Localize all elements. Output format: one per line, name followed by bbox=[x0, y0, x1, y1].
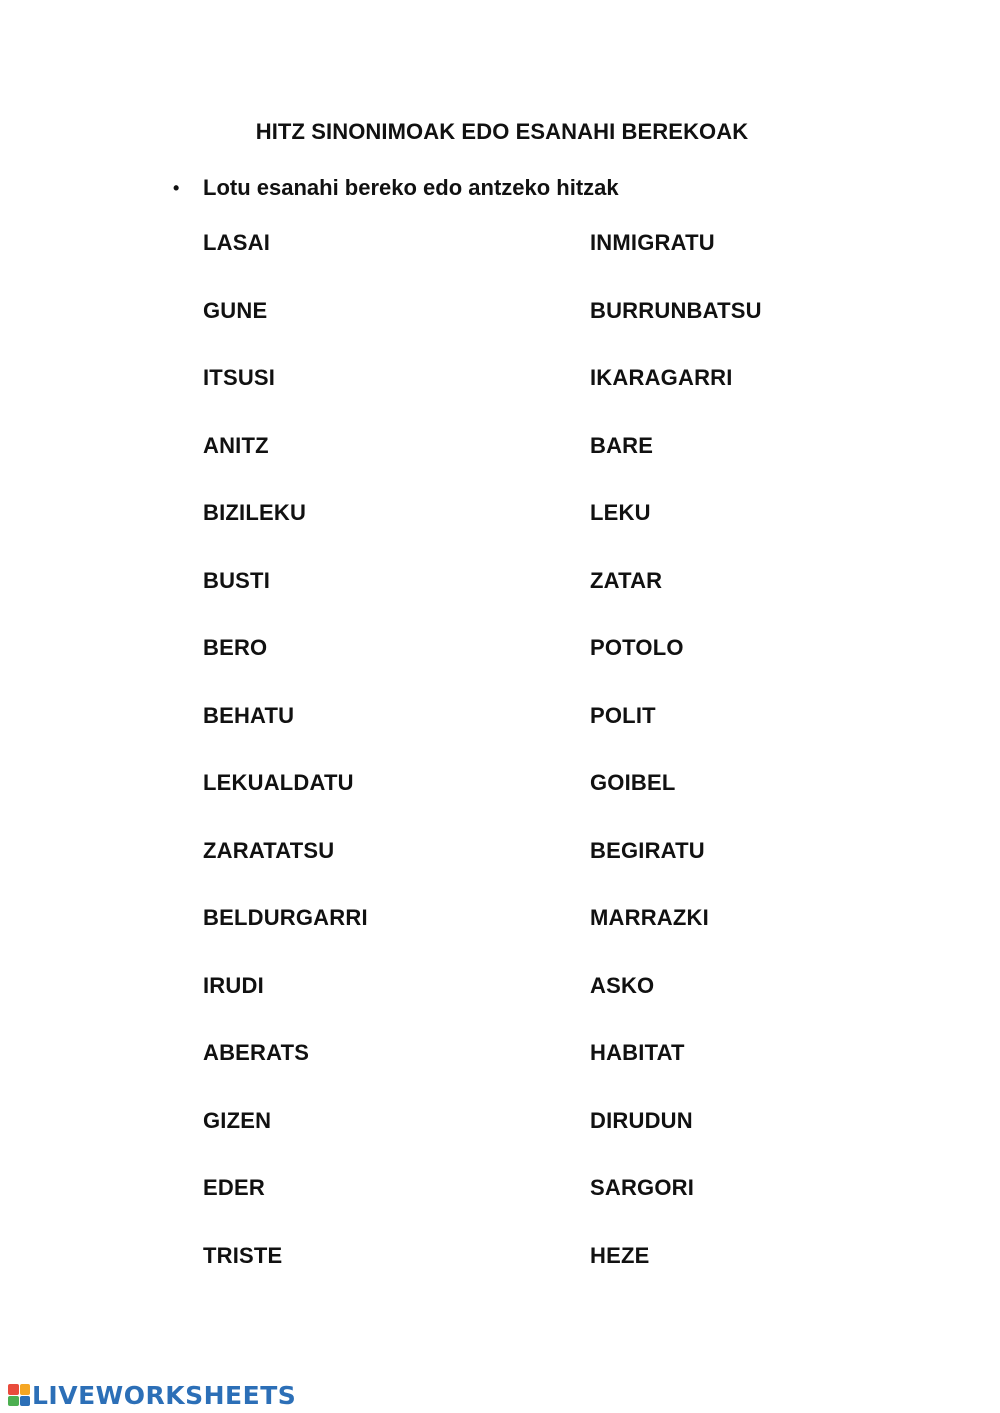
left-word: GIZEN bbox=[203, 1108, 272, 1133]
left-word: BUSTI bbox=[203, 568, 270, 593]
logo-mark-tile bbox=[8, 1384, 19, 1395]
left-word: LEKUALDATU bbox=[203, 770, 354, 795]
right-word: BEGIRATU bbox=[590, 838, 705, 863]
instruction bbox=[173, 175, 619, 201]
left-word: ITSUSI bbox=[203, 365, 276, 390]
right-word: BARE bbox=[590, 433, 654, 458]
left-word: TRISTE bbox=[203, 1243, 283, 1268]
left-word: BIZILEKU bbox=[203, 500, 307, 525]
logo-mark-tile bbox=[20, 1384, 31, 1395]
liveworksheets-logo[interactable] bbox=[8, 1381, 296, 1409]
bullet-icon: • bbox=[173, 178, 180, 198]
right-word: HABITAT bbox=[590, 1040, 685, 1065]
right-word: GOIBEL bbox=[590, 770, 676, 795]
right-word: DIRUDUN bbox=[590, 1108, 693, 1133]
right-word: ASKO bbox=[590, 973, 655, 998]
left-word: BEHATU bbox=[203, 703, 295, 728]
left-word: GUNE bbox=[203, 298, 268, 323]
right-word: MARRAZKI bbox=[590, 905, 709, 930]
instruction-text: Lotu esanahi bereko edo antzeko hitzak bbox=[203, 175, 619, 200]
left-word: BELDURGARRI bbox=[203, 905, 368, 930]
right-word: ZATAR bbox=[590, 568, 663, 593]
left-word: ABERATS bbox=[203, 1040, 310, 1065]
logo-mark-tile bbox=[20, 1396, 31, 1407]
logo-mark-tile bbox=[8, 1396, 19, 1407]
left-word: EDER bbox=[203, 1175, 265, 1200]
logo-text: LIVEWORKSHEETS bbox=[32, 1380, 297, 1410]
left-word: ANITZ bbox=[203, 433, 269, 458]
left-word: IRUDI bbox=[203, 973, 264, 998]
right-word: HEZE bbox=[590, 1243, 650, 1268]
right-word: POLIT bbox=[590, 703, 656, 728]
right-word: INMIGRATU bbox=[590, 230, 715, 255]
logo-mark-icon bbox=[8, 1384, 30, 1406]
left-word: LASAI bbox=[203, 230, 270, 255]
left-word: BERO bbox=[203, 635, 268, 660]
left-word: ZARATATSU bbox=[203, 838, 335, 863]
right-word: SARGORI bbox=[590, 1175, 695, 1200]
right-word: BURRUNBATSU bbox=[590, 298, 762, 323]
right-word: IKARAGARRI bbox=[590, 365, 733, 390]
right-word: POTOLO bbox=[590, 635, 684, 660]
right-word: LEKU bbox=[590, 500, 651, 525]
worksheet-title: HITZ SINONIMOAK EDO ESANAHI BEREKOAK bbox=[255, 119, 749, 144]
